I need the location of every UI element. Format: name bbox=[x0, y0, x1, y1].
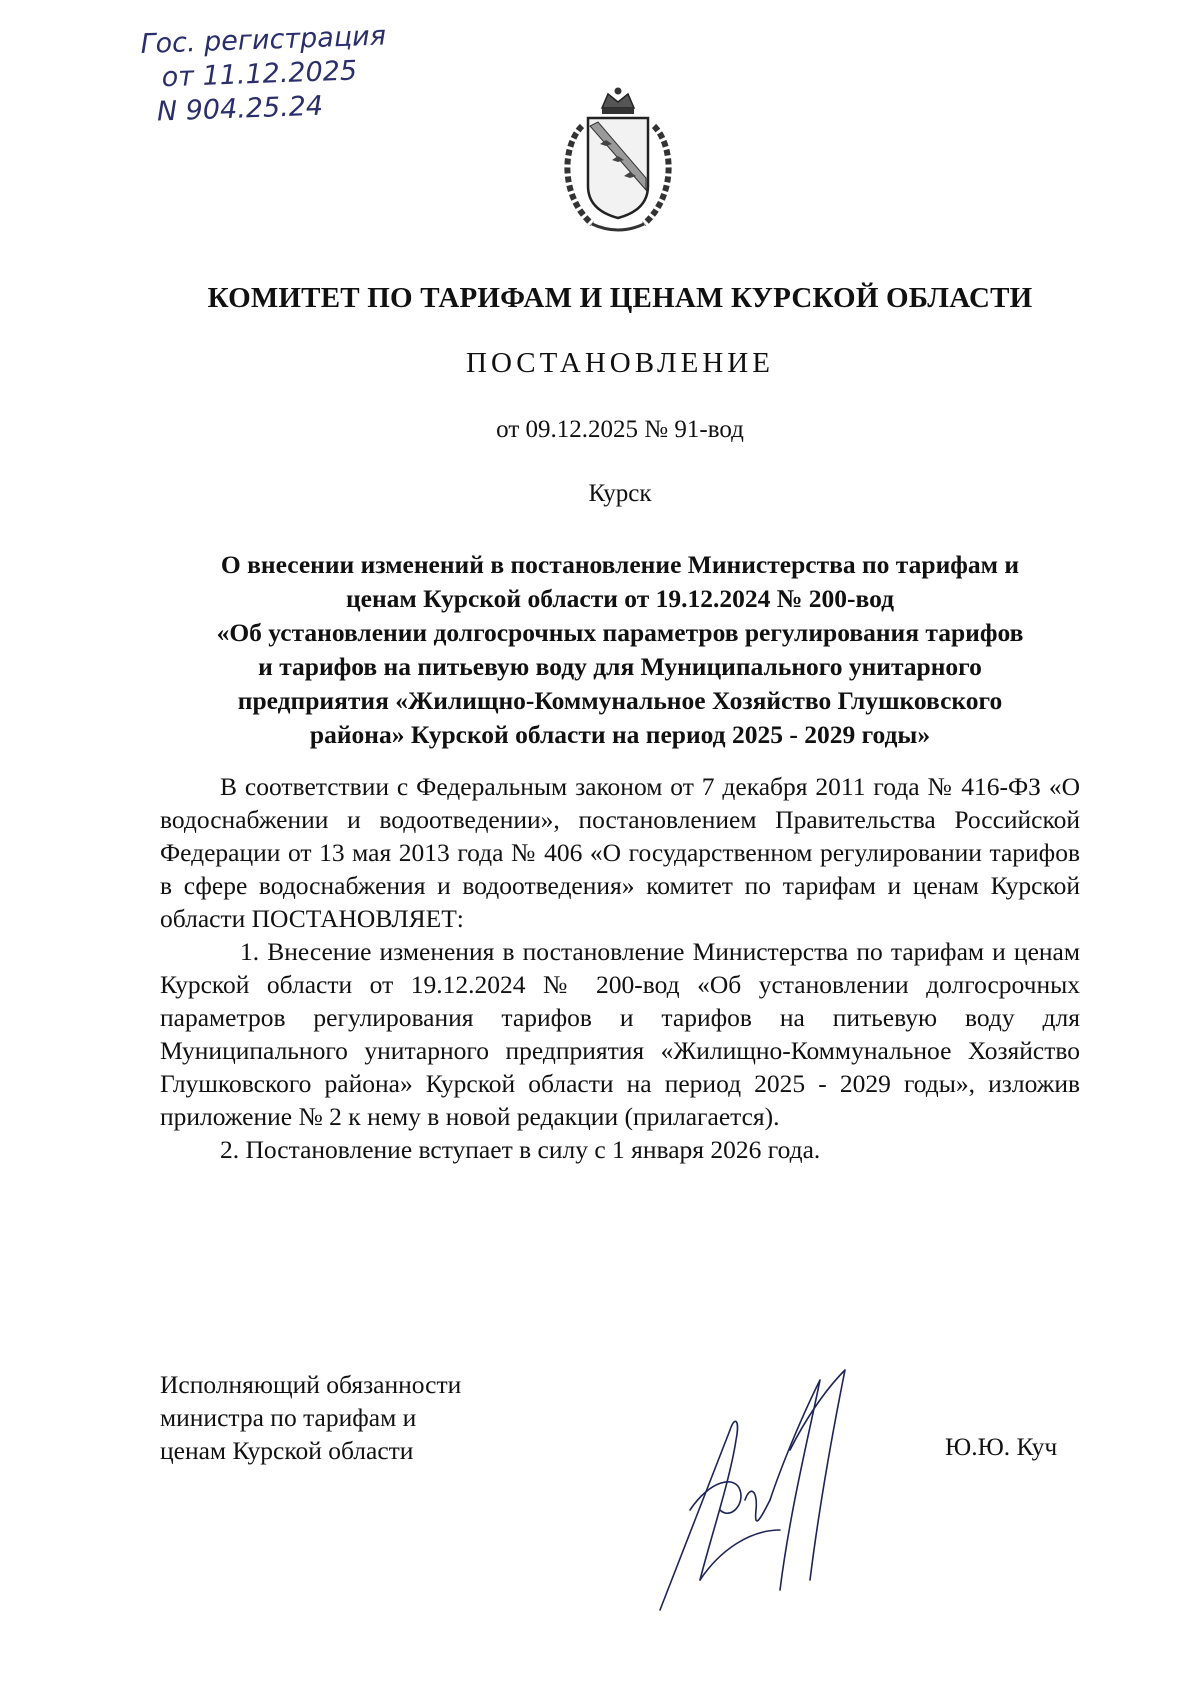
signatory-position bbox=[160, 1368, 461, 1467]
signatory-name: Ю.Ю. Куч bbox=[945, 1432, 1058, 1461]
document-body bbox=[160, 770, 1080, 1166]
registration-note-number: N 904.25.24 bbox=[156, 90, 324, 128]
handwritten-signature-icon bbox=[640, 1360, 860, 1620]
title-line: и тарифов на питьевую воду для Муниципального унитарного bbox=[258, 652, 982, 681]
title-line: предприятия «Жилищно-Коммунальное Хозяйство Глушковского bbox=[237, 686, 1003, 715]
title-line: «Об установлении долгосрочных параметров регулирования тарифов bbox=[216, 618, 1024, 647]
registration-note-date: от 11.12.2025 bbox=[161, 55, 358, 94]
kursk-coat-of-arms-icon bbox=[552, 86, 684, 236]
document-number: от 09.12.2025 № 91-вод bbox=[496, 416, 744, 443]
registration-note bbox=[140, 17, 463, 130]
agency-name: КОМИТЕТ ПО ТАРИФАМ И ЦЕНАМ КУРСКОЙ ОБЛАСТИ bbox=[207, 282, 1033, 314]
preamble-paragraph: В соответствии с Федеральным законом от 7 декабря 2011 года № 416-ФЗ «О водоснабжении и водоотведении», постановлением Правительства Российской Федерации от 13 мая 2013 года № 406 «О государственном регулировании тарифов в сфере водоснабжения и водоотведения» комитет по тарифам и ценам Курской области ПОСТАНОВЛЯЕТ: bbox=[160, 772, 1080, 933]
item-2-paragraph: 2. Постановление вступает в силу с 1 января 2026 года. bbox=[220, 1135, 821, 1164]
signatory-position-line: ценам Курской области bbox=[160, 1436, 414, 1465]
document-title bbox=[160, 548, 1080, 752]
title-line: О внесении изменений в постановление Министерства по тарифам и bbox=[220, 550, 1020, 579]
title-line: ценам Курской области от 19.12.2024 № 200-вод bbox=[345, 584, 894, 613]
document-type: ПОСТАНОВЛЕНИЕ bbox=[466, 347, 774, 379]
title-line: района» Курской области на период 2025 - 2029 годы» bbox=[309, 720, 931, 749]
signatory-position-line: министра по тарифам и bbox=[160, 1403, 417, 1432]
signatory-position-line: Исполняющий обязанности bbox=[160, 1370, 462, 1399]
city: Курск bbox=[588, 480, 652, 507]
item-1-paragraph: 1. Внесение изменения в постановление Министерства по тарифам и ценам Курской области от 19.12.2024 № 200-вод «Об установлении долгосрочных параметров регулирования тарифов и тарифов на питьевую воду для Муниципального унитарного предприятия «Жилищно-Коммунальное Хозяйство Глушковского района» Курской области на период 2025 - 2029 годы», изложив приложение № 2 к нему в новой редакции (прилагается). bbox=[160, 937, 1080, 1131]
registration-note-line: Гос. регистрация bbox=[140, 20, 387, 60]
